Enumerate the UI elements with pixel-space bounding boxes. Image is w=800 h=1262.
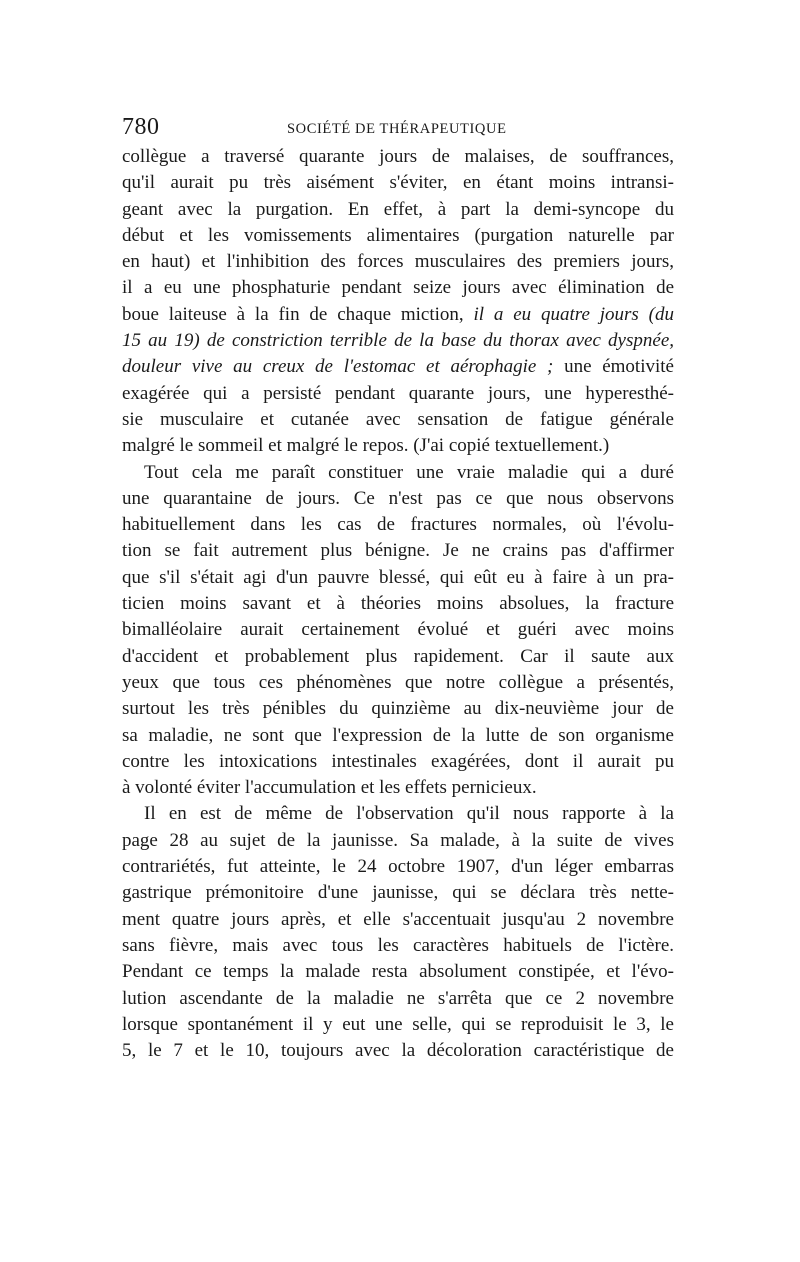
page-number: 780 [122,114,160,140]
text-line [122,723,674,749]
italic-text-segment: douleur vive au creux de l'estomac et aérophagie ; [122,356,554,378]
text-line [122,249,674,275]
text-segment: contrariétés, fut atteinte, le 24 octobre 1907, d'un léger embarras [122,856,674,878]
text-segment: page 28 au sujet de la jaunisse. Sa malade, à la suite de vives [122,829,674,851]
text-line [122,617,674,643]
text-line [122,170,674,196]
text-line [122,959,674,985]
text-line [122,749,674,775]
text-segment: Il en est de même de l'observation qu'il nous rapporte à la [144,803,674,825]
text-line [122,828,674,854]
text-segment: que s'il s'était agi d'un pauvre blessé, qui eût eu à faire à un pra- [122,566,674,588]
text-segment: qu'il aurait pu très aisément s'éviter, en étant moins intransi- [122,172,674,194]
text-segment: sie musculaire et cutanée avec sensation de fatigue générale [122,408,674,430]
text-line [122,644,674,670]
book-page [122,112,674,1064]
text-line [122,407,674,433]
text-segment: Pendant ce temps la malade resta absolument constipée, et l'évo- [122,961,674,983]
text-line [122,354,674,380]
text-line [122,775,674,801]
text-segment: d'accident et probablement plus rapidement. Car il saute aux [122,645,674,667]
running-title: SOCIÉTÉ DE THÉRAPEUTIQUE [287,121,507,137]
text-line [122,433,674,459]
text-segment: une émotivité [553,356,674,378]
text-line [122,223,674,249]
text-line [122,302,674,328]
text-line [122,144,674,170]
text-segment: gastrique prémonitoire d'une jaunisse, qui se déclara très nette- [122,882,674,904]
italic-text-segment: 15 au 19) [122,330,207,352]
text-line [122,486,674,512]
text-segment: sans fièvre, mais avec tous les caractères habituels de l'ictère. [122,934,674,956]
text-segment: à volonté éviter l'accumulation et les effets pernicieux. [122,777,537,799]
text-line [122,328,674,354]
text-line [122,381,674,407]
text-segment: habituellement dans les cas de fractures normales, où l'évolu- [122,514,674,536]
text-line [122,933,674,959]
text-line [122,801,674,827]
text-segment: sa maladie, ne sont que l'expression de la lutte de son organisme [122,724,674,746]
text-segment: geant avec la purgation. En effet, à part la demi-syncope du [122,198,674,220]
text-segment: une quarantaine de jours. Ce n'est pas ce que nous observons [122,487,674,509]
text-line [122,565,674,591]
text-segment: malgré le sommeil et malgré le repos. (J'ai copié textuellement.) [122,435,610,457]
paragraph [122,801,674,1064]
text-line [122,854,674,880]
text-segment: début et les vomissements alimentaires (purgation naturelle par [122,224,674,246]
text-segment: surtout les très pénibles du quinzième au dix-neuvième jour de [122,698,674,720]
text-segment: lorsque spontanément il y eut une selle, qui se reproduisit le 3, le [122,1013,674,1035]
text-line [122,1038,674,1064]
page-header [122,112,674,142]
text-segment: yeux que tous ces phénomènes que notre collègue a présentés, [122,671,674,693]
text-segment: ticien moins savant et à théories moins absolues, la fracture [122,593,674,615]
text-line [122,538,674,564]
text-line [122,907,674,933]
paragraph [122,144,674,460]
text-line [122,986,674,1012]
text-segment: lution ascendante de la maladie ne s'arrêta que ce 2 novembre [122,987,674,1009]
text-segment: ment quatre jours après, et elle s'accentuait jusqu'au 2 novembre [122,908,674,930]
text-line [122,1012,674,1038]
text-line [122,591,674,617]
text-segment: tion se fait autrement plus bénigne. Je ne crains pas d'affirmer [122,540,674,562]
text-segment: contre les intoxications intestinales exagérées, dont il aurait pu [122,750,674,772]
text-segment: il a eu une phosphaturie pendant seize jours avec élimination de [122,277,674,299]
text-segment: bimalléolaire aurait certainement évolué et guéri avec moins [122,619,674,641]
text-segment: 5, le 7 et le 10, toujours avec la décoloration caractéristique de [122,1040,674,1062]
paragraph [122,460,674,802]
text-segment: en haut) et l'inhibition des forces musculaires des premiers jours, [122,251,674,273]
text-line [122,275,674,301]
text-line [122,696,674,722]
italic-text-segment: de constriction terrible de la base du thorax avec dyspnée, [206,330,674,352]
text-segment: boue laiteuse à la fin de chaque miction, [122,303,474,325]
italic-text-segment: il a eu quatre jours (du [473,303,674,325]
text-segment: exagérée qui a persisté pendant quarante jours, une hyperesthé- [122,382,674,404]
text-line [122,460,674,486]
text-segment: Tout cela me paraît constituer une vraie maladie qui a duré [144,461,674,483]
text-line [122,512,674,538]
text-line [122,197,674,223]
text-line [122,670,674,696]
text-line [122,880,674,906]
text-segment: collègue a traversé quarante jours de malaises, de souffrances, [122,146,674,167]
body-text [122,144,674,1064]
